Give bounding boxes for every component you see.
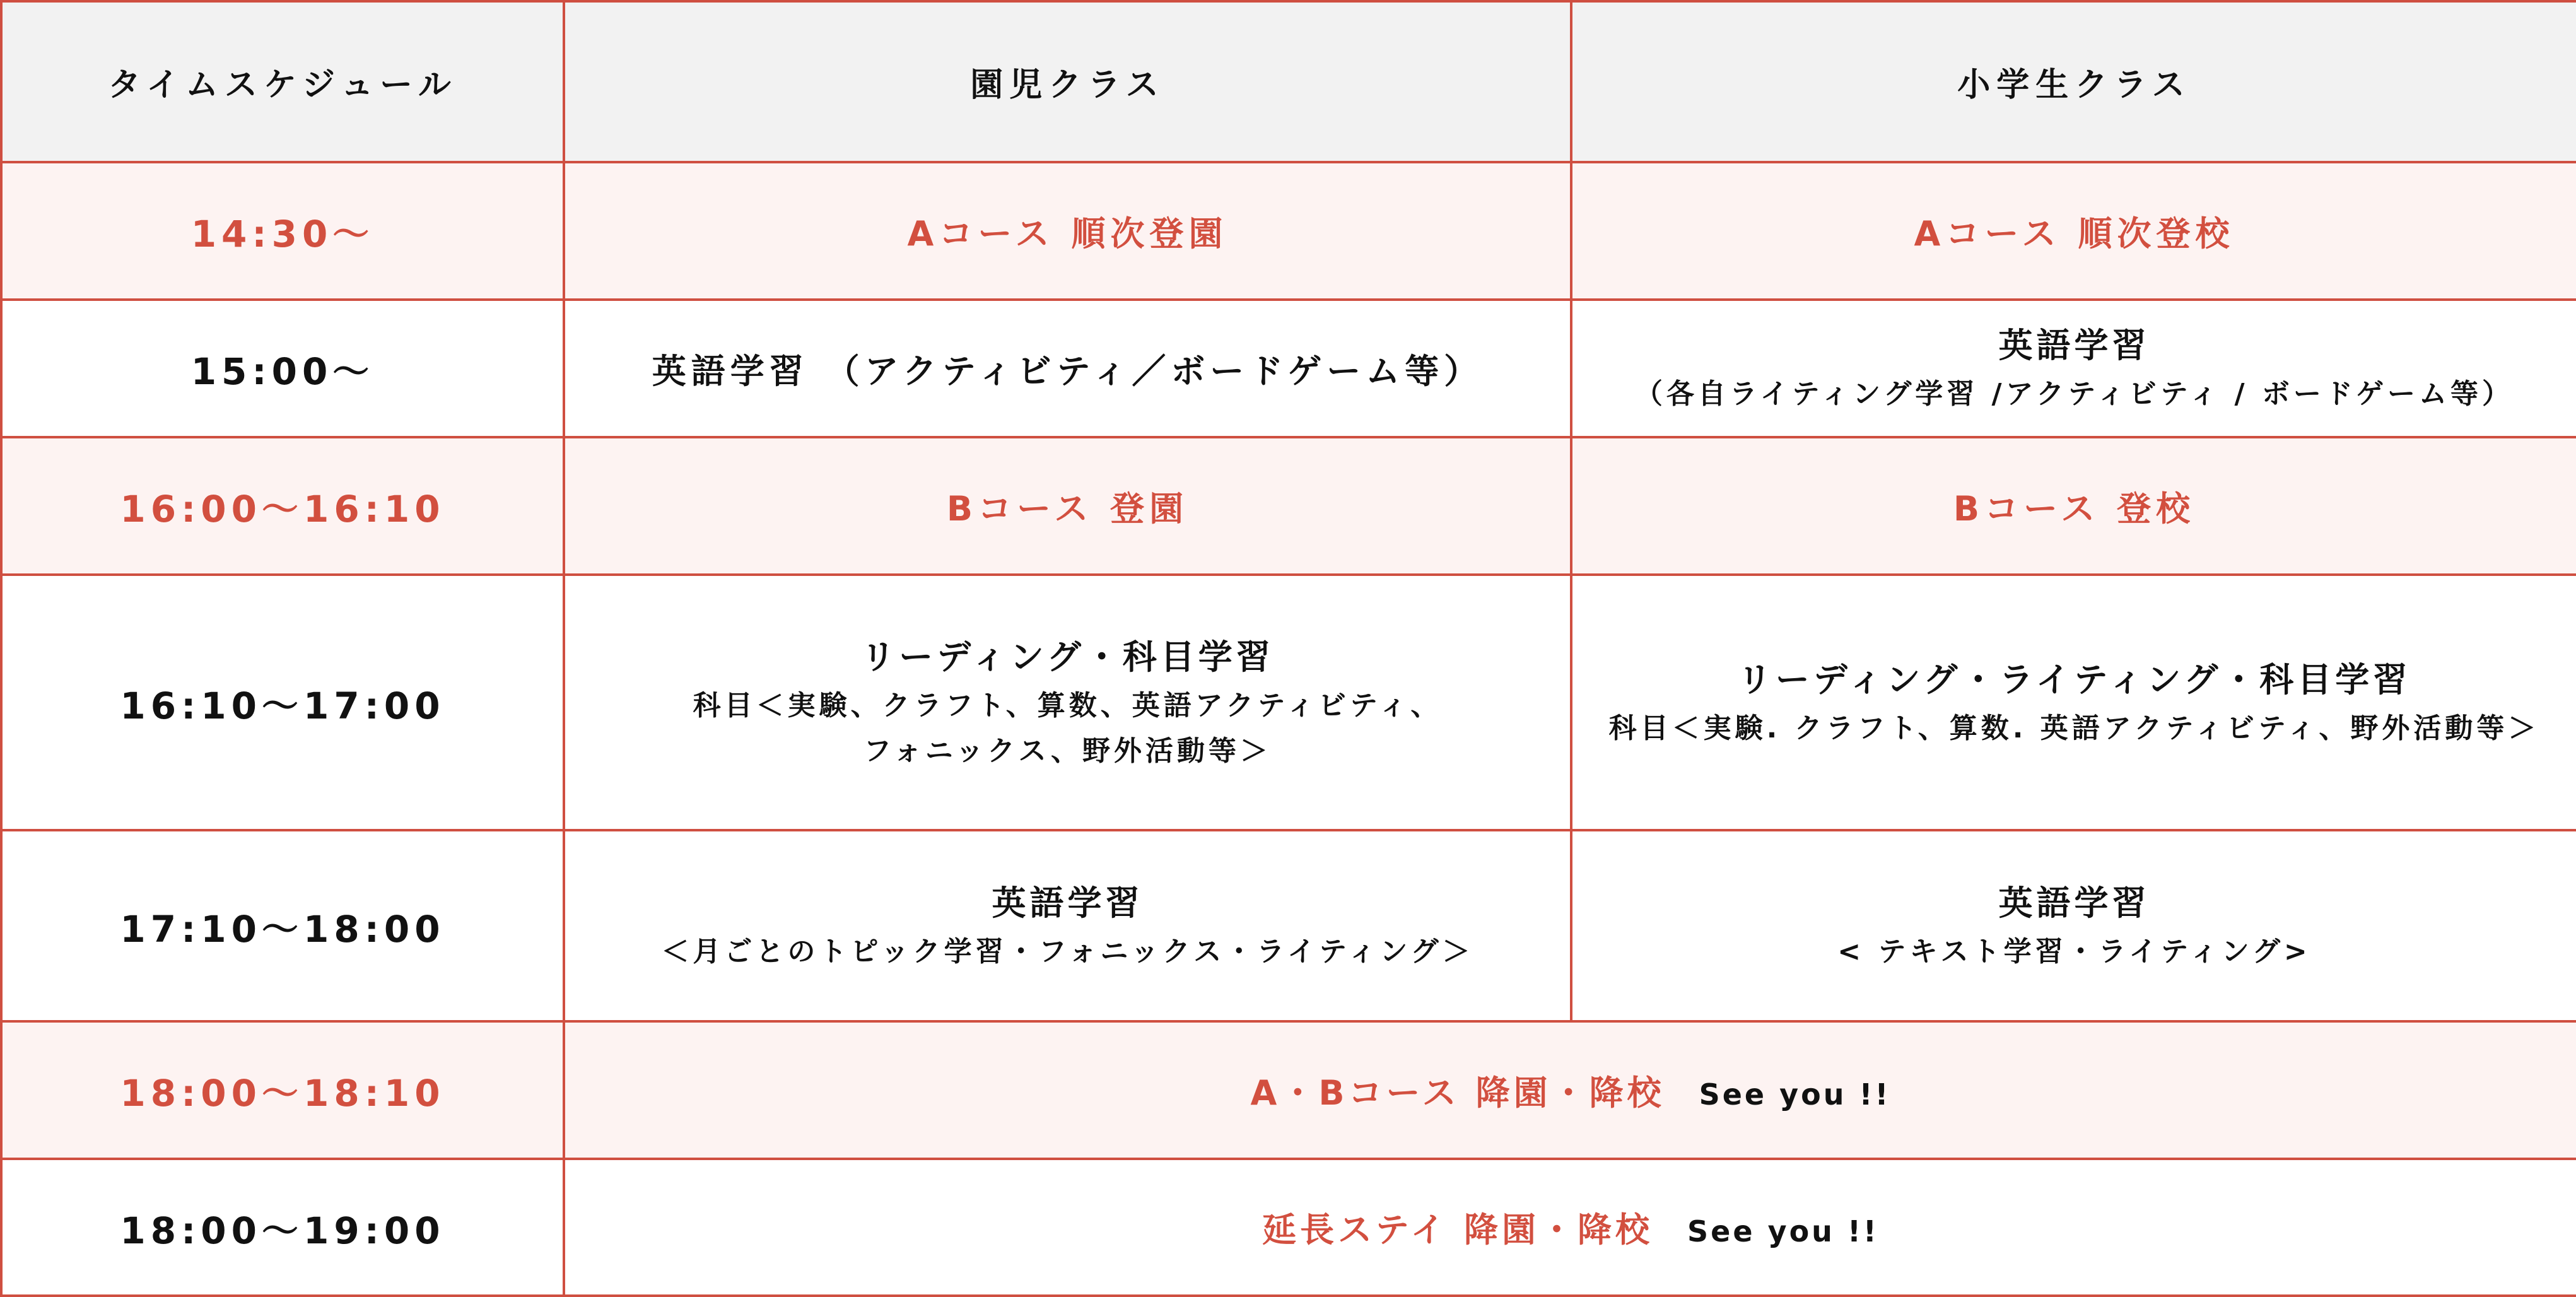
kindergarten-cell — [564, 575, 1571, 830]
elementary-title: リーディング・ライティング・科目学習 — [1737, 659, 2411, 700]
elementary-title: 英語学習 — [1998, 326, 2150, 365]
kindergarten-cell: Bコース 登園 — [564, 437, 1571, 575]
elementary-title: 英語学習 — [1998, 883, 2150, 923]
table-header-row — [1, 1, 2576, 162]
kindergarten-detail-line-1: 科目＜実験、クラフト、算数、英語アクティビティ、 — [693, 689, 1443, 722]
table-row — [1, 1159, 2576, 1296]
kindergarten-cell: Aコース 順次登園 — [564, 162, 1571, 300]
elementary-cell: Aコース 順次登校 — [1571, 162, 2576, 300]
kindergarten-cell: 英語学習 （アクティビティ／ボードゲーム等） — [564, 300, 1571, 437]
row-time: 17:10〜18:00 — [1, 830, 564, 1021]
row-time: 15:00〜 — [1, 300, 564, 437]
see-you-text: See you !! — [1699, 1077, 1891, 1112]
kindergarten-cell — [564, 830, 1571, 1021]
combined-cell — [564, 1021, 2576, 1159]
header-time: タイムスケジュール — [1, 1, 564, 162]
table-row — [1, 1021, 2576, 1159]
table-row — [1, 575, 2576, 830]
table-row — [1, 830, 2576, 1021]
header-elementary-class: 小学生クラス — [1571, 1, 2576, 162]
kindergarten-detail: ＜月ごとのトピック学習・フォニックス・ライティング＞ — [661, 935, 1474, 968]
row-time: 16:10〜17:00 — [1, 575, 564, 830]
table-row — [1, 300, 2576, 437]
see-you-text: See you !! — [1687, 1214, 1879, 1248]
combined-course-text: 延長ステイ 降園・降校 — [1262, 1210, 1654, 1250]
elementary-cell — [1571, 830, 2576, 1021]
kindergarten-title: 英語学習 — [992, 883, 1144, 923]
elementary-detail: < テキスト学習・ライティング> — [1837, 935, 2311, 968]
row-time: 16:00〜16:10 — [1, 437, 564, 575]
table-row — [1, 437, 2576, 575]
combined-course-text: A・Bコース 降園・降校 — [1250, 1072, 1665, 1113]
elementary-detail: 科目＜実験. クラフト、算数. 英語アクティビティ、野外活動等＞ — [1608, 712, 2540, 744]
elementary-cell — [1571, 575, 2576, 830]
table-row — [1, 162, 2576, 300]
header-kindergarten-class: 園児クラス — [564, 1, 1571, 162]
row-time: 18:00〜18:10 — [1, 1021, 564, 1159]
kindergarten-title: リーディング・科目学習 — [861, 637, 1274, 677]
row-time: 14:30〜 — [1, 162, 564, 300]
combined-cell — [564, 1159, 2576, 1296]
elementary-detail: （各自ライティング学習 /アクティビティ / ボードゲーム等） — [1634, 378, 2514, 410]
row-time: 18:00〜19:00 — [1, 1159, 564, 1296]
elementary-cell: Bコース 登校 — [1571, 437, 2576, 575]
elementary-cell — [1571, 300, 2576, 437]
kindergarten-detail-line-2: フォニックス、野外活動等＞ — [864, 734, 1272, 767]
